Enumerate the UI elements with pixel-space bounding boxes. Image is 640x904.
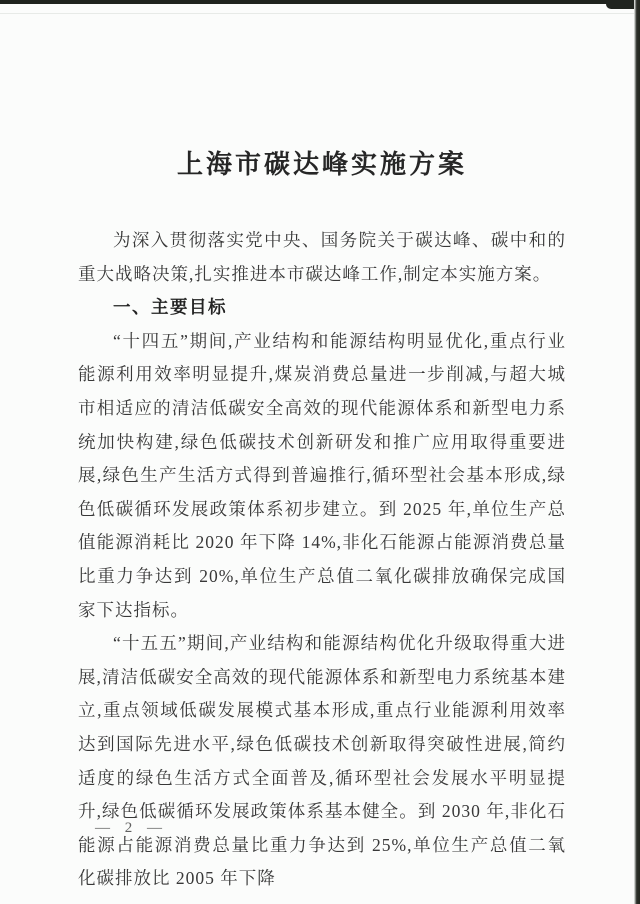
body-paragraph-2: “十五五”期间,产业结构和能源结构优化升级取得重大进展,清洁低碳安全高效的现代能源体系和新型电力系统基本建立,重点领域低碳发展模式基本形成,重点行业能源利用效率达到国际先进水平,绿色低碳技术创新取得突破性进展,简约适度的绿色生活方式全面普及,循环型社会发展水平明显提升,绿色低碳循环发展政策体系基本健全。到 2030 年,非化石能源占能源消费总量比重力争达到 25%,单位生产总值二氧化碳排放比 2005 年下降 — [78, 633, 566, 889]
document-body — [78, 148, 566, 896]
page-number: — 2 — — [95, 820, 164, 836]
scan-divider-line — [0, 13, 640, 14]
scan-edge-right — [634, 0, 640, 904]
scan-edge-top — [0, 0, 640, 4]
document-title: 上海市碳达峰实施方案 — [176, 150, 467, 179]
section-heading: 一、主要目标 — [113, 297, 227, 318]
intro-paragraph: 为深入贯彻落实党中央、国务院关于碳达峰、碳中和的重大战略决策,扎实推进本市碳达峰工作,制定本实施方案。 — [78, 230, 566, 284]
body-paragraph-1: “十四五”期间,产业结构和能源结构明显优化,重点行业能源利用效率明显提升,煤炭消费总量进一步削减,与超大城市相适应的清洁低碳安全高效的现代能源体系和新型电力系统加快构建,绿色低碳技术创新研发和推广应用取得重要进展,绿色生产生活方式得到普遍推行,循环型社会基本形成,绿色低碳循环发展政策体系初步建立。到 2025 年,单位生产总值能源消耗比 2020 年下降 14%,非化石能源占能源消费总量比重力争达到 20%,单位生产总值二氧化碳排放确保完成国家下达指标。 — [78, 330, 566, 620]
